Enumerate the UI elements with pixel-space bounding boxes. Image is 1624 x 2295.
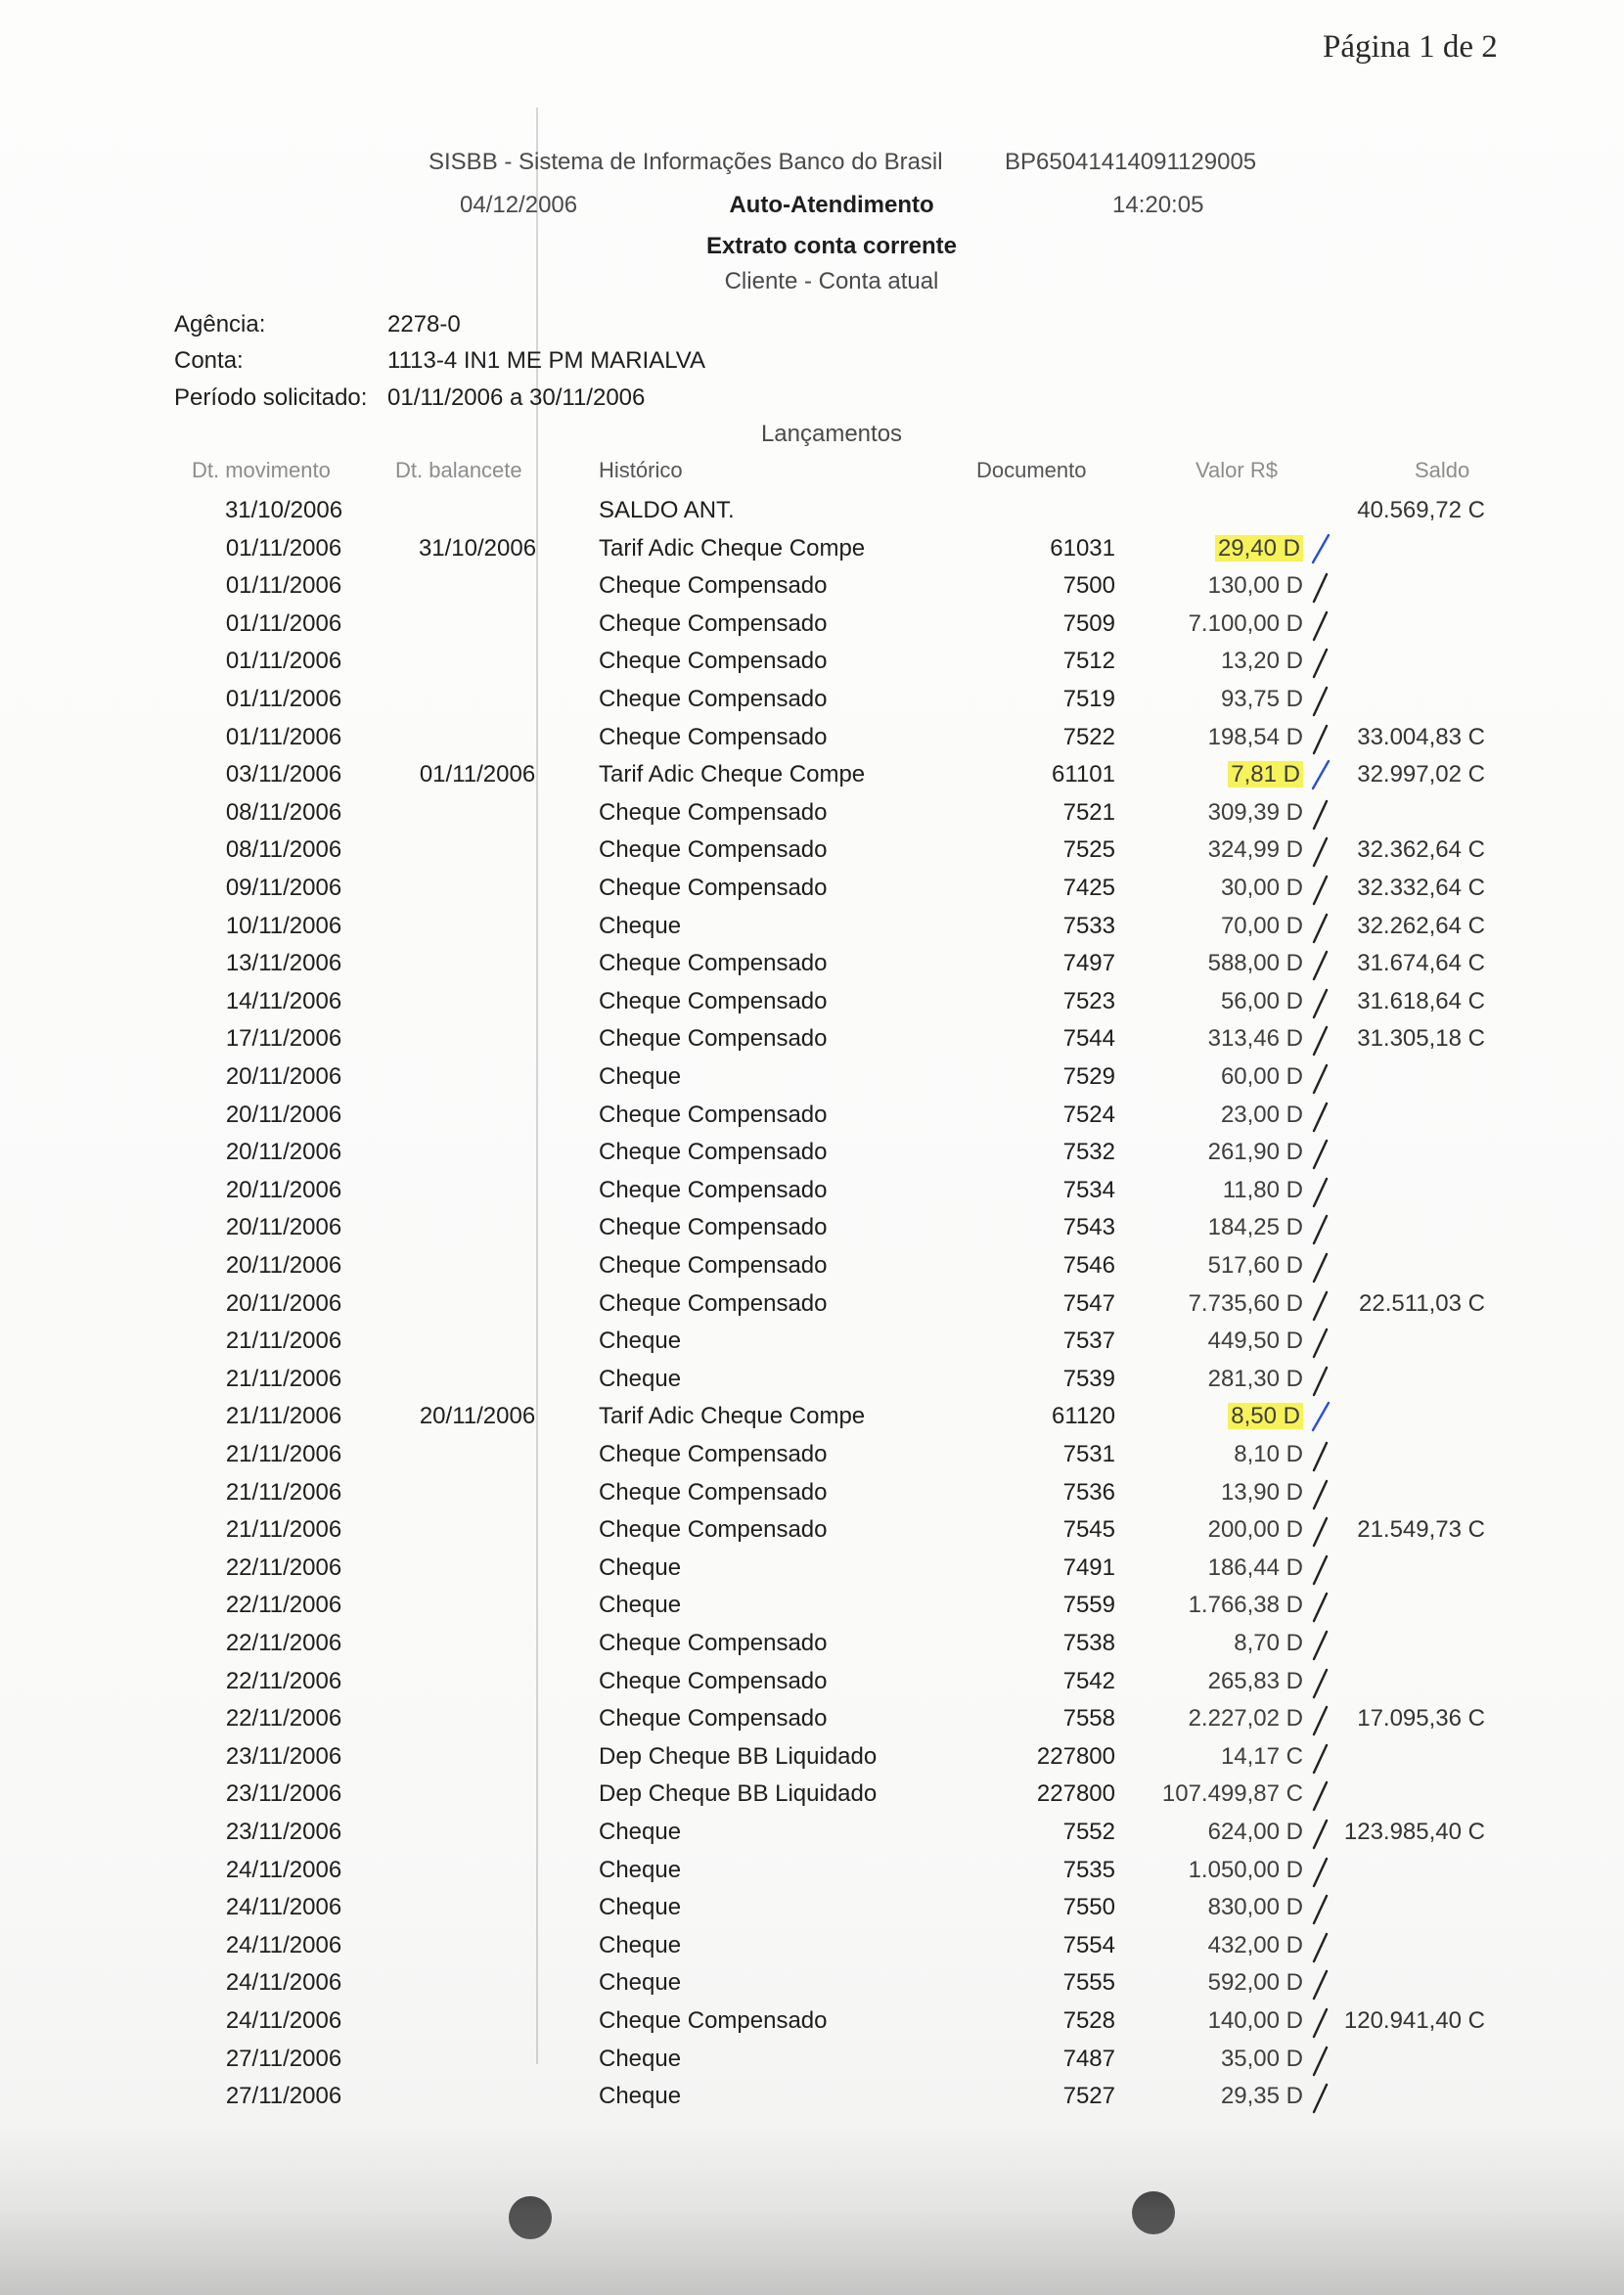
table-row — [0, 2007, 1624, 2045]
cell-dt-movimento: 10/11/2006 — [225, 913, 342, 939]
check-mark-icon — [1311, 1058, 1331, 1097]
check-mark-icon — [1311, 793, 1331, 832]
cell-historico: Cheque — [599, 1969, 682, 1996]
cell-documento: 7552 — [1062, 1819, 1115, 1845]
cell-saldo: 17.095,36 C — [1357, 1705, 1485, 1732]
cell-dt-balancete: 31/10/2006 — [418, 535, 537, 562]
report-time: 14:20:05 — [1112, 192, 1204, 218]
check-mark-icon — [1311, 1549, 1331, 1588]
cell-valor: 8,10 D — [1234, 1441, 1303, 1467]
cell-historico: Cheque Compensado — [599, 1025, 828, 1052]
cell-valor: 56,00 D — [1220, 988, 1303, 1014]
cell-dt-movimento: 20/11/2006 — [225, 1139, 342, 1165]
cell-documento: 7550 — [1062, 1894, 1115, 1920]
cell-valor: 13,90 D — [1220, 1479, 1303, 1506]
cell-documento: 7558 — [1062, 1705, 1115, 1732]
check-mark-icon — [1311, 869, 1331, 908]
cell-documento: 7519 — [1062, 686, 1115, 712]
highlighted-value: 29,40 D — [1215, 535, 1303, 562]
report-title: Extrato conta corrente — [705, 233, 958, 259]
cell-dt-movimento: 03/11/2006 — [225, 761, 342, 788]
table-row — [0, 648, 1624, 685]
cell-dt-movimento: 20/11/2006 — [225, 1290, 342, 1317]
cell-valor: 313,46 D — [1207, 1025, 1303, 1052]
cell-documento: 7535 — [1062, 1857, 1115, 1883]
check-mark-icon — [1311, 1284, 1331, 1324]
periodo-label: Período solicitado: — [174, 384, 368, 411]
check-mark-icon — [1311, 907, 1331, 946]
cell-historico: SALDO ANT. — [599, 497, 735, 523]
cell-documento: 7521 — [1062, 799, 1115, 826]
table-row — [0, 913, 1624, 950]
cell-historico: Cheque — [599, 913, 682, 939]
cell-historico: Cheque Compensado — [599, 1479, 828, 1506]
cell-dt-movimento: 23/11/2006 — [225, 1780, 342, 1807]
cell-historico: Cheque Compensado — [599, 572, 828, 599]
cell-valor: 8,70 D — [1234, 1630, 1303, 1656]
col-header-historico: Histórico — [599, 458, 683, 482]
col-header-saldo: Saldo — [1415, 458, 1470, 482]
table-row — [0, 572, 1624, 609]
cell-historico: Cheque — [599, 1894, 682, 1920]
cell-documento: 7523 — [1062, 988, 1115, 1014]
cell-historico: Cheque — [599, 1857, 682, 1883]
cell-dt-movimento: 24/11/2006 — [225, 1857, 342, 1883]
table-row — [0, 1102, 1624, 1139]
cell-saldo: 32.997,02 C — [1357, 761, 1485, 788]
table-row — [0, 686, 1624, 723]
cell-historico: Cheque Compensado — [599, 1668, 828, 1694]
check-mark-icon — [1311, 1586, 1331, 1625]
cell-dt-movimento: 22/11/2006 — [225, 1668, 342, 1694]
cell-valor: 624,00 D — [1207, 1819, 1303, 1845]
cell-dt-movimento: 27/11/2006 — [225, 2083, 342, 2109]
cell-dt-movimento: 20/11/2006 — [225, 1063, 342, 1090]
cell-valor: 140,00 D — [1207, 2007, 1303, 2034]
cell-saldo: 123.985,40 C — [1343, 1819, 1485, 1845]
cell-historico: Cheque — [599, 1932, 682, 1958]
table-row — [0, 1366, 1624, 1403]
check-mark-icon — [1311, 680, 1331, 719]
col-header-documento: Documento — [976, 458, 1087, 482]
cell-dt-movimento: 20/11/2006 — [225, 1177, 342, 1203]
cell-historico: Cheque Compensado — [599, 724, 828, 750]
cell-valor: 2.227,02 D — [1188, 1705, 1303, 1732]
check-mark-icon — [1311, 1397, 1331, 1436]
table-row — [0, 1780, 1624, 1818]
check-mark-icon — [1311, 1888, 1331, 1927]
cell-valor: 29,35 D — [1220, 2083, 1303, 2109]
col-header-dt-balancete: Dt. balancete — [395, 458, 522, 482]
check-mark-icon — [1311, 1775, 1331, 1814]
check-mark-icon — [1311, 1435, 1331, 1474]
check-mark-icon — [1311, 1624, 1331, 1663]
check-mark-icon — [1311, 1510, 1331, 1550]
cell-valor: 265,83 D — [1207, 1668, 1303, 1694]
check-mark-icon — [1311, 1699, 1331, 1738]
conta-value: 1113-4 IN1 ME PM MARIALVA — [387, 347, 705, 374]
agencia-value: 2278-0 — [387, 311, 461, 338]
check-mark-icon — [1311, 1926, 1331, 1965]
cell-dt-movimento: 23/11/2006 — [225, 1743, 342, 1770]
check-mark-icon — [1311, 566, 1331, 606]
cell-documento: 7544 — [1062, 1025, 1115, 1052]
cell-valor: 93,75 D — [1220, 686, 1303, 712]
cell-historico: Dep Cheque BB Liquidado — [599, 1743, 878, 1770]
cell-saldo: 22.511,03 C — [1359, 1290, 1485, 1317]
col-header-valor: Valor R$ — [1195, 458, 1278, 482]
check-mark-icon — [1311, 1133, 1331, 1172]
cell-documento: 227800 — [1036, 1743, 1115, 1770]
cell-saldo: 32.262,64 C — [1357, 913, 1485, 939]
cell-saldo: 40.569,72 C — [1357, 497, 1485, 523]
cell-documento: 7524 — [1062, 1102, 1115, 1128]
check-mark-icon — [1311, 2002, 1331, 2041]
cell-valor: 14,17 C — [1220, 1743, 1303, 1770]
check-mark-icon — [1311, 2040, 1331, 2079]
cell-historico: Dep Cheque BB Liquidado — [599, 1780, 878, 1807]
cell-valor — [1145, 535, 1303, 562]
cell-historico: Tarif Adic Cheque Compe — [599, 1403, 866, 1429]
cell-documento: 7539 — [1062, 1366, 1115, 1392]
table-row — [0, 1139, 1624, 1176]
cell-documento: 7497 — [1062, 950, 1115, 976]
system-name: SISBB - Sistema de Informações Banco do Brasil — [429, 149, 943, 175]
report-code: BP65041414091129005 — [1005, 149, 1257, 175]
check-mark-icon — [1311, 1851, 1331, 1890]
cell-dt-movimento: 27/11/2006 — [225, 2046, 342, 2072]
cell-dt-movimento: 01/11/2006 — [225, 648, 342, 674]
table-row — [0, 1819, 1624, 1856]
cell-dt-movimento: 24/11/2006 — [225, 1894, 342, 1920]
cell-documento: 7537 — [1062, 1328, 1115, 1354]
cell-historico: Cheque Compensado — [599, 875, 828, 901]
cell-dt-movimento: 01/11/2006 — [225, 610, 342, 637]
table-row — [0, 1290, 1624, 1328]
cell-valor: 1.766,38 D — [1188, 1592, 1303, 1618]
cell-valor: 23,00 D — [1220, 1102, 1303, 1128]
cell-valor: 186,44 D — [1207, 1554, 1303, 1581]
cell-dt-movimento: 20/11/2006 — [225, 1102, 342, 1128]
cell-historico: Cheque Compensado — [599, 610, 828, 637]
table-row — [0, 1214, 1624, 1251]
cell-valor: 11,80 D — [1222, 1177, 1303, 1203]
cell-historico: Cheque Compensado — [599, 988, 828, 1014]
cell-dt-movimento: 31/10/2006 — [224, 497, 343, 523]
cell-saldo: 31.674,64 C — [1357, 950, 1485, 976]
cell-valor: 184,25 D — [1207, 1214, 1303, 1240]
cell-dt-movimento: 01/11/2006 — [225, 535, 342, 562]
cell-historico: Cheque Compensado — [599, 1705, 828, 1732]
cell-dt-movimento: 24/11/2006 — [225, 1969, 342, 1996]
page-number: Página 1 de 2 — [1323, 29, 1498, 65]
cell-historico: Cheque Compensado — [599, 1516, 828, 1543]
table-row — [0, 1857, 1624, 1894]
cell-documento: 61101 — [1052, 761, 1115, 788]
check-mark-icon — [1311, 755, 1331, 794]
table-row — [0, 2046, 1624, 2083]
cell-dt-movimento: 08/11/2006 — [225, 836, 342, 863]
check-mark-icon — [1311, 642, 1331, 681]
cell-historico: Cheque Compensado — [599, 1177, 828, 1203]
cell-documento: 7542 — [1062, 1668, 1115, 1694]
cell-dt-movimento: 24/11/2006 — [225, 1932, 342, 1958]
cell-valor: 432,00 D — [1207, 1932, 1303, 1958]
cell-historico: Cheque Compensado — [599, 836, 828, 863]
cell-saldo: 31.618,64 C — [1357, 988, 1485, 1014]
report-mode: Auto-Atendimento — [729, 192, 934, 218]
check-mark-icon — [1311, 529, 1331, 568]
cell-dt-movimento: 08/11/2006 — [225, 799, 342, 826]
cell-dt-movimento: 22/11/2006 — [225, 1705, 342, 1732]
cell-documento: 7538 — [1062, 1630, 1115, 1656]
cell-historico: Cheque Compensado — [599, 1441, 828, 1467]
table-row — [0, 1932, 1624, 1969]
conta-label: Conta: — [174, 347, 244, 374]
cell-historico: Cheque Compensado — [599, 1252, 828, 1279]
cell-saldo: 31.305,18 C — [1357, 1025, 1485, 1052]
table-row — [0, 875, 1624, 912]
cell-documento: 7533 — [1062, 913, 1115, 939]
table-row — [0, 1025, 1624, 1062]
cell-valor: 7.100,00 D — [1188, 610, 1303, 637]
cell-valor: 70,00 D — [1220, 913, 1303, 939]
table-row — [0, 1516, 1624, 1553]
cell-documento: 61031 — [1050, 535, 1115, 562]
cell-documento: 7536 — [1062, 1479, 1115, 1506]
periodo-value: 01/11/2006 a 30/11/2006 — [387, 384, 646, 411]
check-mark-icon — [1311, 1171, 1331, 1210]
highlighted-value: 8,50 D — [1228, 1403, 1303, 1429]
cell-dt-movimento: 22/11/2006 — [225, 1592, 342, 1618]
cell-valor: 60,00 D — [1220, 1063, 1303, 1090]
table-row — [0, 497, 1624, 534]
cell-valor — [1145, 1403, 1303, 1430]
cell-historico: Cheque — [599, 2046, 682, 2072]
table-row — [0, 1554, 1624, 1592]
cell-dt-movimento: 01/11/2006 — [225, 724, 342, 750]
check-mark-icon — [1311, 1737, 1331, 1777]
cell-historico: Cheque Compensado — [599, 950, 828, 976]
check-mark-icon — [1311, 718, 1331, 757]
cell-historico: Cheque — [599, 1592, 682, 1618]
cell-documento: 227800 — [1036, 1780, 1115, 1807]
cell-historico: Cheque — [599, 1366, 682, 1392]
check-mark-icon — [1311, 1322, 1331, 1361]
cell-valor: 281,30 D — [1207, 1366, 1303, 1392]
check-mark-icon — [1311, 1208, 1331, 1247]
cell-documento: 7487 — [1062, 2046, 1115, 2072]
cell-valor: 449,50 D — [1207, 1328, 1303, 1354]
check-mark-icon — [1311, 982, 1331, 1021]
cell-dt-movimento: 01/11/2006 — [225, 686, 342, 712]
cell-historico: Cheque — [599, 2083, 682, 2109]
cell-valor: 13,20 D — [1220, 648, 1303, 674]
cell-historico: Tarif Adic Cheque Compe — [599, 535, 866, 562]
cell-valor: 107.499,87 C — [1161, 1780, 1303, 1807]
cell-dt-movimento: 21/11/2006 — [225, 1479, 342, 1506]
check-mark-icon — [1311, 1360, 1331, 1399]
cell-valor: 198,54 D — [1207, 724, 1303, 750]
cell-documento: 7425 — [1062, 875, 1115, 901]
cell-historico: Cheque Compensado — [599, 648, 828, 674]
cell-historico: Cheque Compensado — [599, 799, 828, 826]
cell-dt-movimento: 22/11/2006 — [225, 1554, 342, 1581]
section-title: Lançamentos — [760, 421, 903, 447]
col-header-dt-movimento: Dt. movimento — [192, 458, 331, 482]
cell-dt-movimento: 23/11/2006 — [225, 1819, 342, 1845]
table-row — [0, 610, 1624, 648]
cell-valor: 200,00 D — [1207, 1516, 1303, 1543]
check-mark-icon — [1311, 944, 1331, 983]
scan-shadow — [0, 2123, 1624, 2295]
cell-historico: Cheque — [599, 1063, 682, 1090]
table-row — [0, 1705, 1624, 1742]
cell-documento: 7545 — [1062, 1516, 1115, 1543]
table-row — [0, 1592, 1624, 1629]
cell-saldo: 21.549,73 C — [1357, 1516, 1485, 1543]
cell-valor: 7.735,60 D — [1188, 1290, 1303, 1317]
cell-valor — [1145, 761, 1303, 788]
report-date: 04/12/2006 — [460, 192, 578, 218]
cell-documento: 7525 — [1062, 836, 1115, 863]
table-row — [0, 1743, 1624, 1780]
cell-dt-movimento: 21/11/2006 — [225, 1516, 342, 1543]
cell-documento: 7491 — [1062, 1554, 1115, 1581]
check-mark-icon — [1311, 1019, 1331, 1058]
cell-saldo: 120.941,40 C — [1343, 2007, 1485, 2034]
cell-dt-movimento: 01/11/2006 — [225, 572, 342, 599]
cell-historico: Cheque Compensado — [599, 2007, 828, 2034]
check-mark-icon — [1311, 605, 1331, 644]
cell-documento: 7509 — [1062, 610, 1115, 637]
cell-valor: 130,00 D — [1207, 572, 1303, 599]
cell-historico: Cheque — [599, 1328, 682, 1354]
cell-dt-movimento: 21/11/2006 — [225, 1441, 342, 1467]
cell-dt-movimento: 14/11/2006 — [225, 988, 342, 1014]
cell-documento: 7534 — [1062, 1177, 1115, 1203]
table-row — [0, 836, 1624, 874]
cell-documento: 7528 — [1062, 2007, 1115, 2034]
check-mark-icon — [1311, 1246, 1331, 1285]
cell-dt-movimento: 17/11/2006 — [225, 1025, 342, 1052]
table-row — [0, 1252, 1624, 1289]
cell-documento: 7529 — [1062, 1063, 1115, 1090]
cell-historico: Cheque — [599, 1819, 682, 1845]
cell-saldo: 32.362,64 C — [1357, 836, 1485, 863]
cell-documento: 7559 — [1062, 1592, 1115, 1618]
table-row — [0, 1403, 1624, 1440]
cell-historico: Cheque Compensado — [599, 686, 828, 712]
cell-dt-balancete: 01/11/2006 — [419, 761, 536, 788]
cell-valor: 517,60 D — [1207, 1252, 1303, 1279]
table-row — [0, 535, 1624, 572]
table-row — [0, 1630, 1624, 1667]
check-mark-icon — [1311, 1813, 1331, 1852]
check-mark-icon — [1311, 1473, 1331, 1512]
cell-historico: Cheque — [599, 1554, 682, 1581]
check-mark-icon — [1311, 831, 1331, 870]
cell-historico: Cheque Compensado — [599, 1630, 828, 1656]
cell-valor: 592,00 D — [1207, 1969, 1303, 1996]
table-row — [0, 1063, 1624, 1101]
cell-saldo: 32.332,64 C — [1357, 875, 1485, 901]
cell-valor: 324,99 D — [1207, 836, 1303, 863]
cell-historico: Cheque Compensado — [599, 1214, 828, 1240]
table-row — [0, 724, 1624, 761]
cell-dt-movimento: 13/11/2006 — [225, 950, 342, 976]
cell-historico: Cheque Compensado — [599, 1102, 828, 1128]
cell-documento: 7531 — [1062, 1441, 1115, 1467]
cell-historico: Tarif Adic Cheque Compe — [599, 761, 866, 788]
cell-documento: 7500 — [1062, 572, 1115, 599]
check-mark-icon — [1311, 1096, 1331, 1135]
cell-dt-movimento: 21/11/2006 — [225, 1366, 342, 1392]
cell-dt-movimento: 21/11/2006 — [225, 1403, 342, 1429]
report-subtitle: Cliente - Conta atual — [724, 268, 939, 294]
table-row — [0, 761, 1624, 798]
table-row — [0, 988, 1624, 1025]
cell-valor: 30,00 D — [1220, 875, 1303, 901]
cell-documento: 61120 — [1052, 1403, 1115, 1429]
cell-dt-movimento: 24/11/2006 — [225, 2007, 342, 2034]
table-row — [0, 1668, 1624, 1705]
cell-historico: Cheque Compensado — [599, 1139, 828, 1165]
table-row — [0, 1479, 1624, 1516]
highlighted-value: 7,81 D — [1228, 761, 1303, 788]
cell-valor: 830,00 D — [1207, 1894, 1303, 1920]
table-row — [0, 1441, 1624, 1478]
table-row — [0, 1894, 1624, 1931]
cell-valor: 588,00 D — [1207, 950, 1303, 976]
cell-documento: 7522 — [1062, 724, 1115, 750]
table-row — [0, 2083, 1624, 2120]
cell-dt-balancete: 20/11/2006 — [419, 1403, 536, 1429]
table-row — [0, 950, 1624, 987]
cell-documento: 7512 — [1062, 648, 1115, 674]
cell-documento: 7554 — [1062, 1932, 1115, 1958]
cell-saldo: 33.004,83 C — [1357, 724, 1485, 750]
cell-valor: 1.050,00 D — [1188, 1857, 1303, 1883]
check-mark-icon — [1311, 2077, 1331, 2116]
table-row — [0, 1177, 1624, 1214]
cell-dt-movimento: 20/11/2006 — [225, 1252, 342, 1279]
cell-valor: 35,00 D — [1220, 2046, 1303, 2072]
cell-documento: 7527 — [1062, 2083, 1115, 2109]
cell-dt-movimento: 20/11/2006 — [225, 1214, 342, 1240]
cell-documento: 7532 — [1062, 1139, 1115, 1165]
cell-documento: 7547 — [1062, 1290, 1115, 1317]
check-mark-icon — [1311, 1963, 1331, 2002]
table-row — [0, 1328, 1624, 1365]
table-row — [0, 1969, 1624, 2006]
cell-dt-movimento: 09/11/2006 — [225, 875, 342, 901]
table-row — [0, 799, 1624, 836]
cell-dt-movimento: 22/11/2006 — [225, 1630, 342, 1656]
cell-documento: 7555 — [1062, 1969, 1115, 1996]
cell-dt-movimento: 21/11/2006 — [225, 1328, 342, 1354]
cell-valor: 261,90 D — [1207, 1139, 1303, 1165]
cell-historico: Cheque Compensado — [599, 1290, 828, 1317]
cell-documento: 7546 — [1062, 1252, 1115, 1279]
cell-valor: 309,39 D — [1207, 799, 1303, 826]
check-mark-icon — [1311, 1662, 1331, 1701]
cell-documento: 7543 — [1062, 1214, 1115, 1240]
agencia-label: Agência: — [174, 311, 266, 338]
